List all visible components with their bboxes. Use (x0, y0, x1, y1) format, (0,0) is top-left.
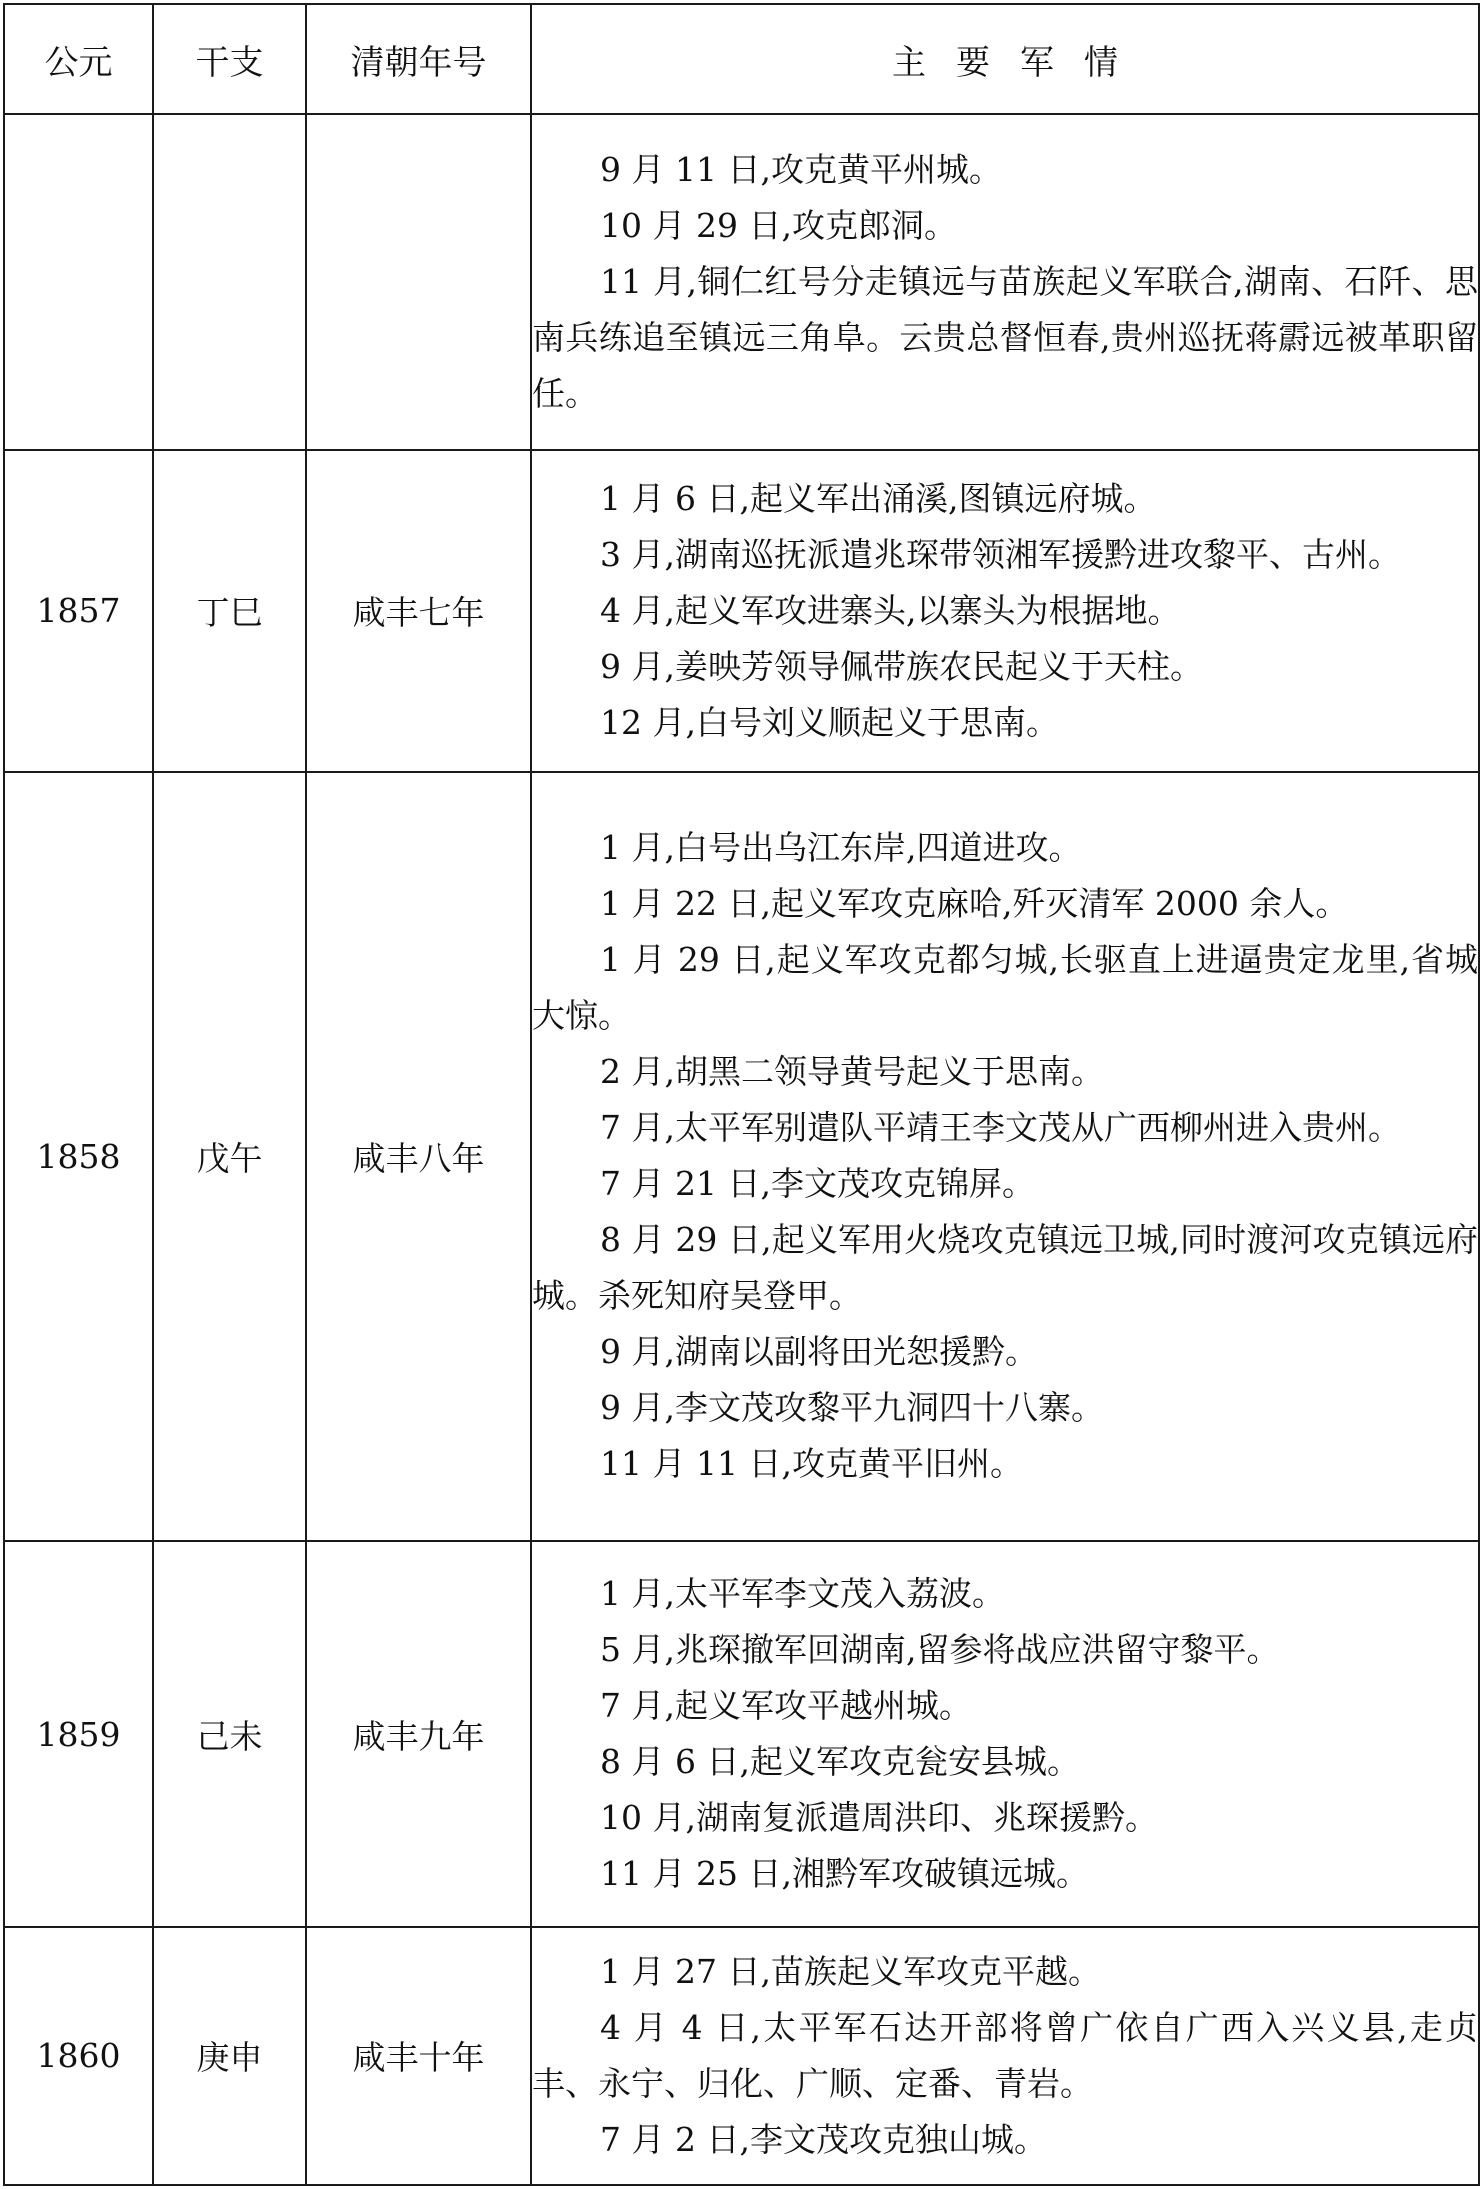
event-entry: 9 月,姜映芳领导佩带族农民起义于天柱。 (600, 646, 1203, 686)
table-body (4, 114, 1479, 2185)
cell-year (4, 114, 153, 450)
chronology-table (3, 3, 1480, 2186)
cell-ganzhi (153, 114, 306, 450)
event-entry: 1 月 29 日,起义军攻克都匀城,长驱直上进逼贵定龙里,省城大惊。 (532, 940, 1478, 1036)
event-entry: 1 月 6 日,起义军出涌溪,图镇远府城。 (600, 478, 1157, 518)
cell-events (531, 772, 1479, 1541)
event-entry: 1 月,白号出乌江东岸,四道进攻。 (600, 828, 1082, 868)
cell-era: 咸丰九年 (306, 1541, 531, 1927)
event-entry: 7 月,起义军攻平越州城。 (600, 1686, 972, 1725)
event-entry: 9 月 11 日,攻克黄平州城。 (600, 149, 1002, 189)
cell-era: 咸丰八年 (306, 772, 531, 1541)
header-events: 主要军情 (531, 4, 1479, 114)
event-entry: 3 月,湖南巡抚派遣兆琛带领湘军援黔进攻黎平、古州。 (600, 534, 1401, 574)
event-entry: 11 月 25 日,湘黔军攻破镇远城。 (600, 1854, 1089, 1893)
event-entry: 1 月 27 日,苗族起义军攻克平越。 (600, 1951, 1101, 1991)
cell-events (531, 114, 1479, 450)
cell-events (531, 1927, 1479, 2185)
cell-year: 1860 (4, 1927, 153, 2185)
cell-events (531, 450, 1479, 772)
cell-ganzhi: 戊午 (153, 772, 306, 1541)
cell-era: 咸丰七年 (306, 450, 531, 772)
header-ganzhi: 干支 (153, 4, 306, 114)
event-entry: 2 月,胡黑二领导黄号起义于思南。 (600, 1052, 1104, 1092)
event-entry: 9 月,李文茂攻黎平九洞四十八寨。 (600, 1388, 1104, 1428)
event-entry: 10 月 29 日,攻克郎洞。 (600, 205, 957, 245)
event-entry: 4 月 4 日,太平军石达开部将曾广依自广西入兴义县,走贞丰、永宁、归化、广顺、定番、青岩。 (532, 2007, 1478, 2103)
event-entry: 8 月 6 日,起义军攻克瓮安县城。 (600, 1742, 1080, 1781)
cell-events (531, 1541, 1479, 1927)
event-entry: 11 月 11 日,攻克黄平旧州。 (600, 1444, 1023, 1484)
cell-ganzhi: 庚申 (153, 1927, 306, 2185)
cell-ganzhi: 己未 (153, 1541, 306, 1927)
header-row (4, 4, 1479, 114)
table-row (4, 114, 1479, 450)
event-entry: 1 月,太平军李文茂入荔波。 (600, 1574, 1005, 1613)
event-entry: 7 月 21 日,李文茂攻克锦屏。 (600, 1164, 1035, 1204)
event-entry: 9 月,湖南以副将田光恕援黔。 (600, 1332, 1038, 1372)
cell-year: 1859 (4, 1541, 153, 1927)
event-entry: 4 月,起义军攻进寨头,以寨头为根据地。 (600, 590, 1181, 630)
table-row (4, 772, 1479, 1541)
event-entry: 12 月,白号刘义顺起义于思南。 (600, 702, 1059, 742)
header-era: 清朝年号 (306, 4, 531, 114)
event-entry: 7 月,太平军别遣队平靖王李文茂从广西柳州进入贵州。 (600, 1108, 1401, 1148)
table-row (4, 1541, 1479, 1927)
table-row (4, 450, 1479, 772)
event-entry: 7 月 2 日,李文茂攻克独山城。 (600, 2119, 1047, 2159)
event-entry: 10 月,湖南复派遣周洪印、兆琛援黔。 (600, 1798, 1158, 1837)
table-row (4, 1927, 1479, 2185)
cell-era (306, 114, 531, 450)
event-entry: 1 月 22 日,起义军攻克麻哈,歼灭清军 2000 余人。 (600, 884, 1349, 924)
cell-year: 1857 (4, 450, 153, 772)
event-entry: 5 月,兆琛撤军回湖南,留参将战应洪留守黎平。 (600, 1630, 1280, 1669)
event-entry: 11 月,铜仁红号分走镇远与苗族起义军联合,湖南、石阡、思南兵练追至镇远三角阜。云贵总督恒春,贵州巡抚蒋霨远被革职留任。 (532, 261, 1478, 413)
cell-ganzhi: 丁巳 (153, 450, 306, 772)
cell-year: 1858 (4, 772, 153, 1541)
event-entry: 8 月 29 日,起义军用火烧攻克镇远卫城,同时渡河攻克镇远府城。杀死知府吴登甲。 (532, 1220, 1478, 1316)
header-year: 公元 (4, 4, 153, 114)
cell-era: 咸丰十年 (306, 1927, 531, 2185)
